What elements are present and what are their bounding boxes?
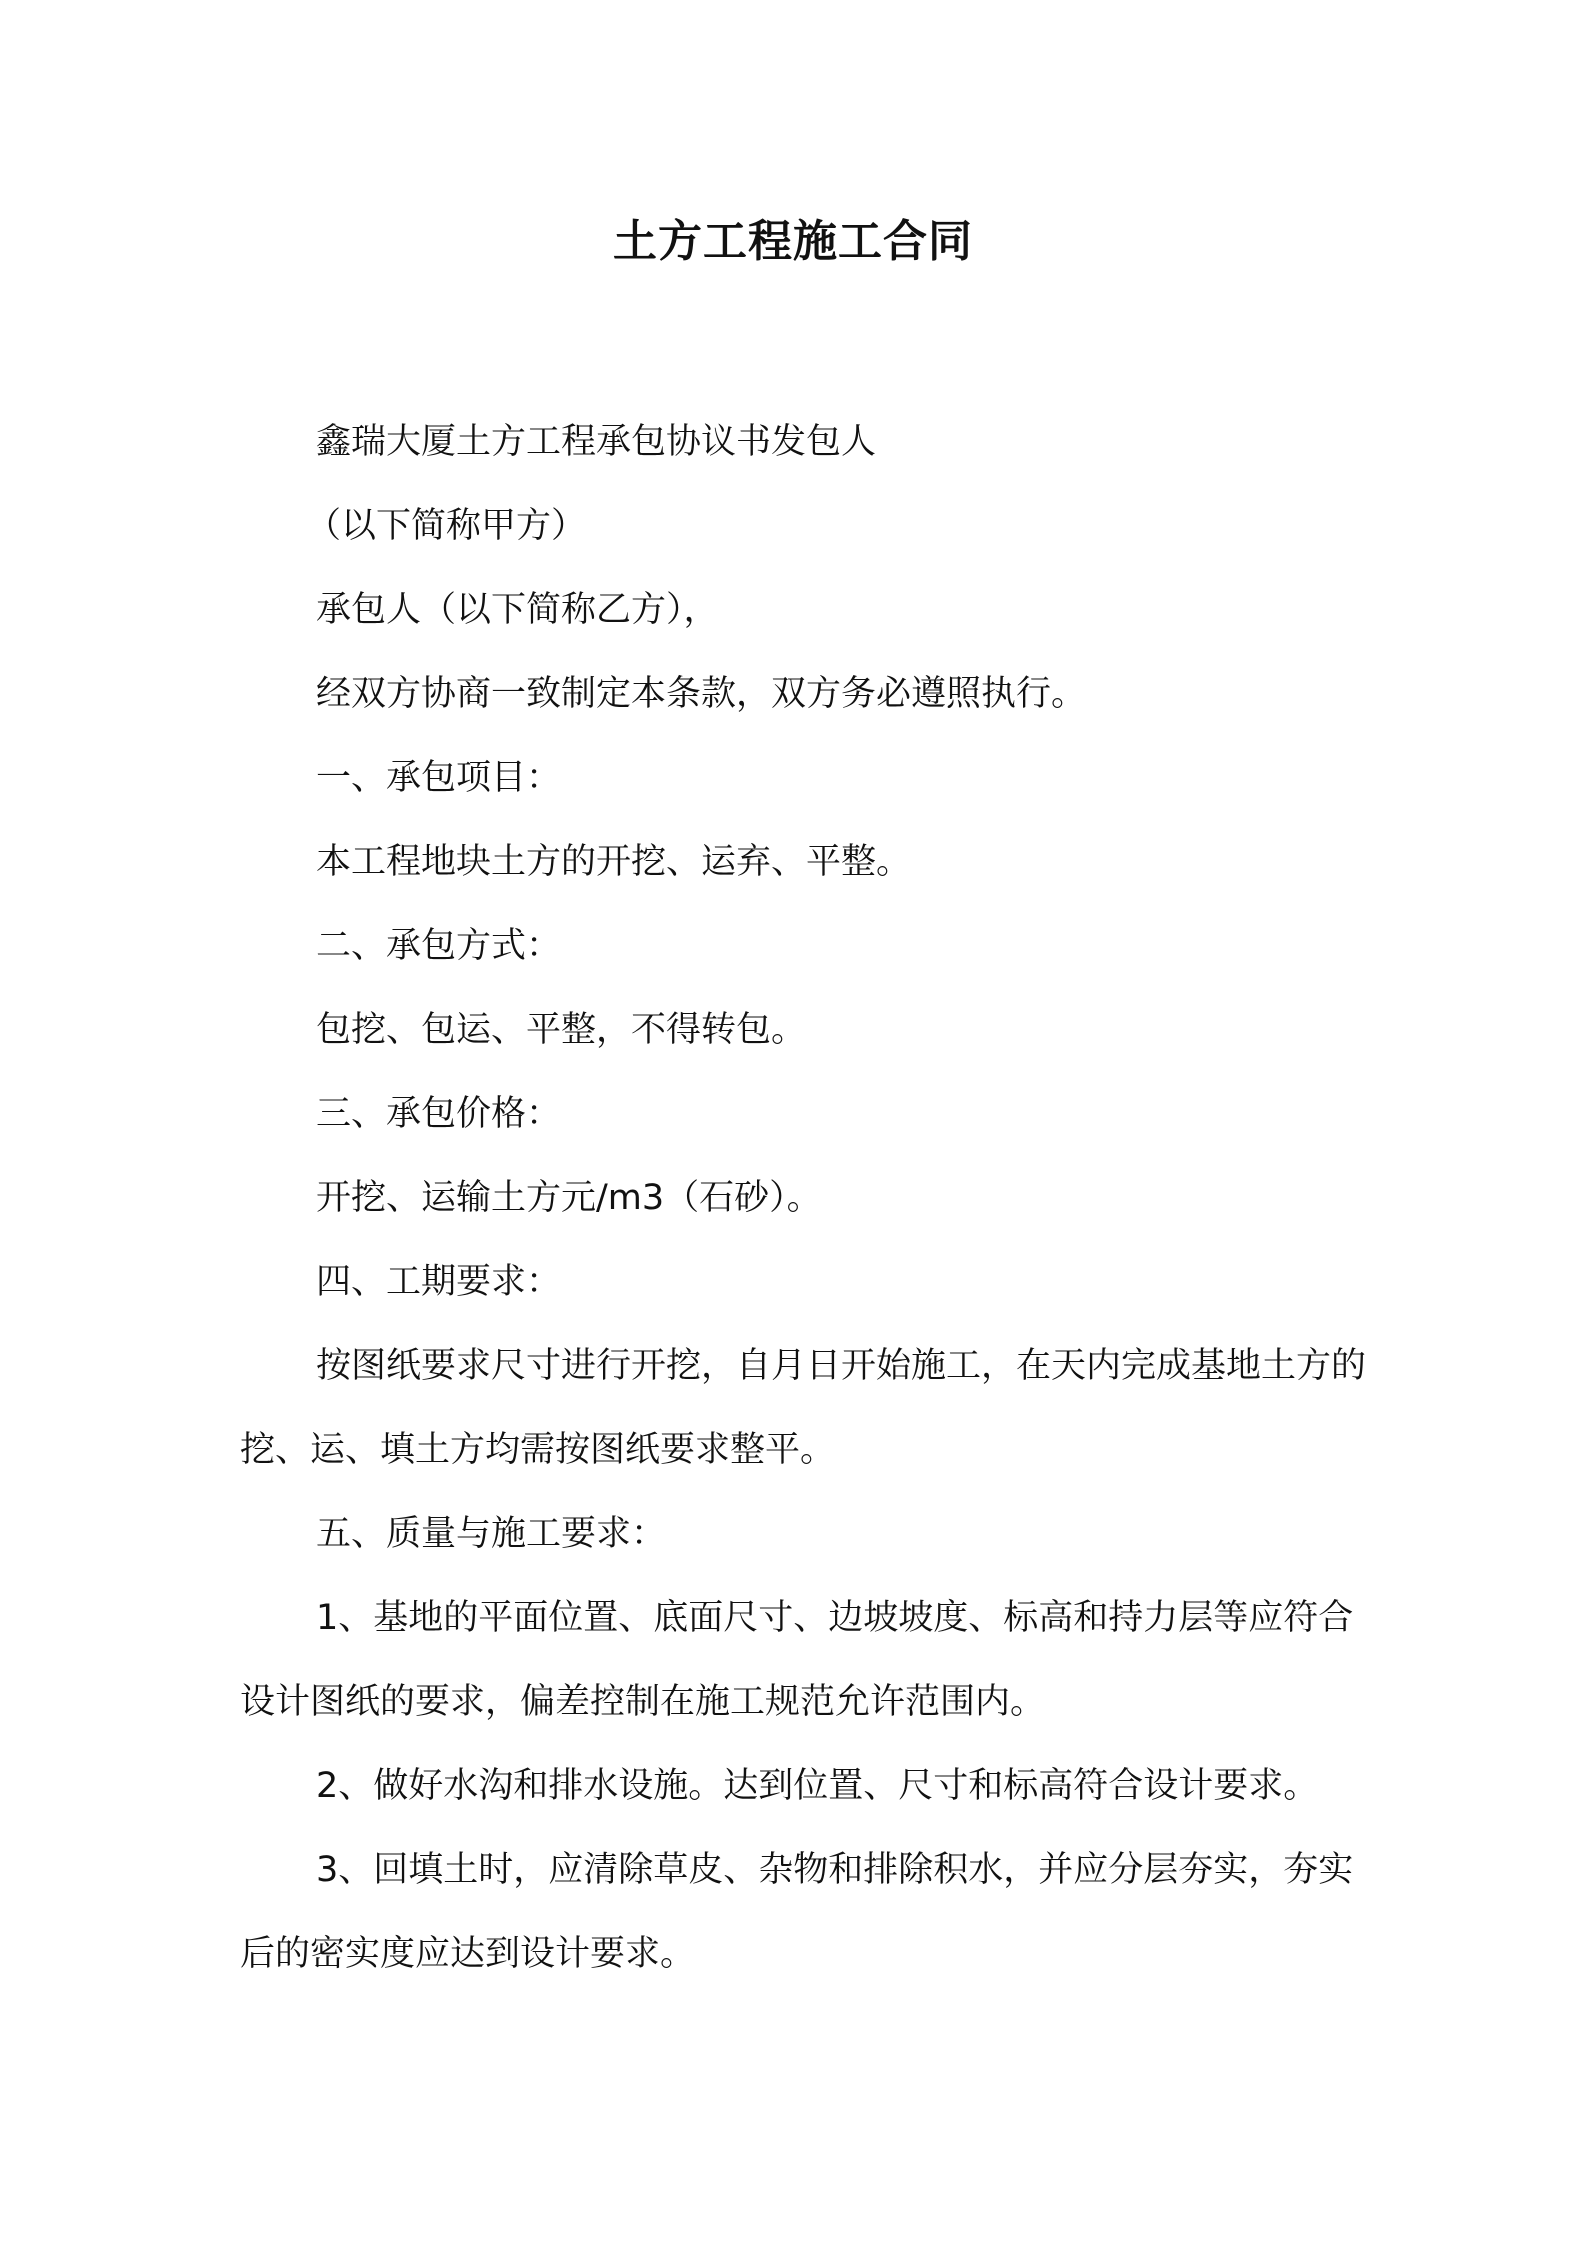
paragraph-project-scope: 本工程地块土方的开挖、运弃、平整。 (316, 842, 912, 882)
section-heading-price: 三、承包价格： (316, 1094, 562, 1134)
paragraph-price: 开挖、运输土方元/m3（石砂）。 (316, 1178, 822, 1218)
paragraph-agreement: 经双方协商一致制定本条款，双方务必遵照执行。 (316, 674, 1087, 714)
paragraph-party-b: 承包人（以下简称乙方）， (316, 590, 719, 630)
document-body (240, 400, 1370, 1996)
section-heading-method: 二、承包方式： (316, 926, 562, 966)
document-title: 土方工程施工合同 (613, 216, 973, 267)
paragraph-party-a-abbrev: （以下简称甲方） (306, 506, 587, 546)
paragraph-party-a: 鑫瑞大厦土方工程承包协议书发包人 (316, 422, 877, 462)
paragraph-quality-2: 2、做好水沟和排水设施。达到位置、尺寸和标高符合设计要求。 (316, 1766, 1319, 1806)
section-heading-project: 一、承包项目： (316, 758, 562, 798)
paragraph-method: 包挖、包运、平整，不得转包。 (316, 1010, 807, 1050)
section-heading-quality: 五、质量与施工要求： (316, 1514, 667, 1554)
paragraph-quality-3: 3、回填土时，应清除草皮、杂物和排除积水，并应分层夯实，夯实后的密实度应达到设计要求。 (240, 1850, 1354, 1974)
paragraph-schedule: 按图纸要求尺寸进行开挖，自月日开始施工，在天内完成基地土方的挖、运、填土方均需按图纸要求整平。 (240, 1346, 1367, 1470)
paragraph-quality-1: 1、基地的平面位置、底面尺寸、边坡坡度、标高和持力层等应符合设计图纸的要求，偏差控制在施工规范允许范围内。 (240, 1598, 1354, 1722)
section-heading-schedule: 四、工期要求： (316, 1262, 562, 1302)
